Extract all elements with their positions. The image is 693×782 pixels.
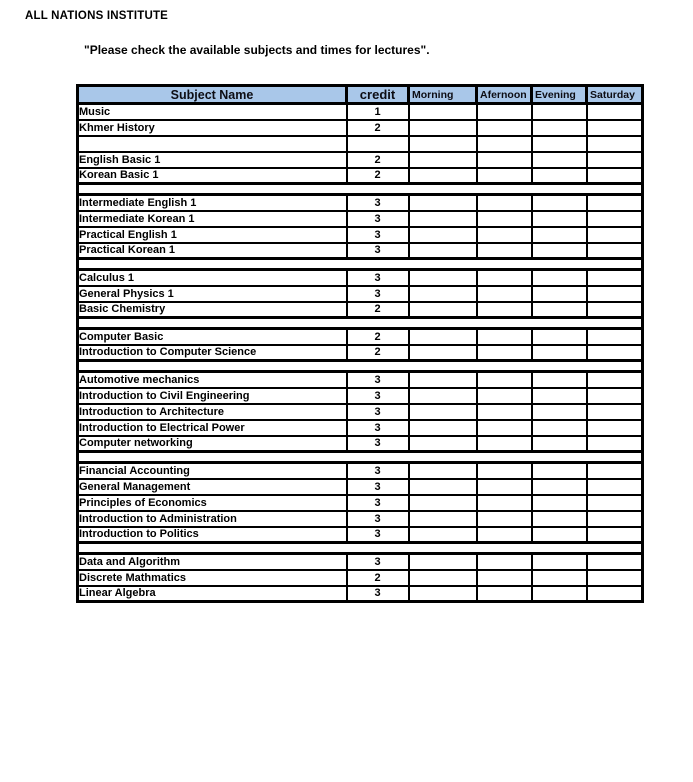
- schedule-cell-saturday[interactable]: [587, 388, 643, 404]
- schedule-cell-afternoon[interactable]: [477, 104, 532, 120]
- subject-name-cell: General Physics 1: [78, 286, 347, 302]
- schedule-cell-afternoon[interactable]: [477, 120, 532, 136]
- schedule-cell-evening[interactable]: [532, 345, 587, 361]
- schedule-cell-saturday[interactable]: [587, 420, 643, 436]
- credit-cell: 3: [347, 211, 409, 227]
- empty-row: [78, 136, 643, 152]
- credit-cell: 3: [347, 404, 409, 420]
- credit-cell: 3: [347, 554, 409, 570]
- schedule-cell-morning[interactable]: [409, 211, 477, 227]
- credit-cell: 3: [347, 420, 409, 436]
- section-spacer-cell: [78, 259, 643, 270]
- column-header-subject-name: Subject Name: [78, 86, 347, 104]
- schedule-cell-saturday[interactable]: [587, 270, 643, 286]
- table-row: [78, 302, 643, 318]
- schedule-cell-morning[interactable]: [409, 168, 477, 184]
- section-spacer-row: [78, 543, 643, 554]
- schedule-cell-evening[interactable]: [532, 495, 587, 511]
- credit-cell: 3: [347, 372, 409, 388]
- credit-cell: [347, 136, 409, 152]
- schedule-cell-morning[interactable]: [409, 404, 477, 420]
- schedule-cell-saturday[interactable]: [587, 152, 643, 168]
- schedule-cell-saturday[interactable]: [587, 329, 643, 345]
- schedule-cell-saturday[interactable]: [587, 243, 643, 259]
- schedule-cell-evening[interactable]: [532, 211, 587, 227]
- schedule-cell-morning[interactable]: [409, 270, 477, 286]
- subject-name-cell: Data and Algorithm: [78, 554, 347, 570]
- schedule-cell-saturday[interactable]: [587, 120, 643, 136]
- schedule-cell-evening[interactable]: [532, 420, 587, 436]
- schedule-cell-evening[interactable]: [532, 243, 587, 259]
- schedule-cell-saturday[interactable]: [587, 554, 643, 570]
- schedule-cell-morning[interactable]: [409, 243, 477, 259]
- schedule-cell-morning[interactable]: [409, 195, 477, 211]
- schedule-cell-evening[interactable]: [532, 120, 587, 136]
- schedule-cell-morning[interactable]: [409, 495, 477, 511]
- column-header-credit: credit: [347, 86, 409, 104]
- schedule-cell-evening[interactable]: [532, 436, 587, 452]
- subject-name-cell: Computer Basic: [78, 329, 347, 345]
- schedule-cell-evening[interactable]: [532, 554, 587, 570]
- schedule-cell-afternoon[interactable]: [477, 270, 532, 286]
- schedule-cell-afternoon[interactable]: [477, 511, 532, 527]
- schedule-cell-saturday[interactable]: [587, 372, 643, 388]
- schedule-cell-afternoon[interactable]: [477, 436, 532, 452]
- column-header-saturday: Saturday: [587, 86, 643, 104]
- subject-name-cell: Computer networking: [78, 436, 347, 452]
- credit-cell: 3: [347, 511, 409, 527]
- subject-name-cell: Introduction to Politics: [78, 527, 347, 543]
- subject-name-cell: Principles of Economics: [78, 495, 347, 511]
- schedule-cell-afternoon[interactable]: [477, 286, 532, 302]
- subject-name-cell: Khmer History: [78, 120, 347, 136]
- schedule-cell-evening[interactable]: [532, 511, 587, 527]
- schedule-cell-evening[interactable]: [532, 479, 587, 495]
- schedule-cell-evening[interactable]: [532, 302, 587, 318]
- credit-cell: 3: [347, 479, 409, 495]
- schedule-cell-saturday[interactable]: [587, 345, 643, 361]
- schedule-cell-morning[interactable]: [409, 463, 477, 479]
- schedule-cell-evening[interactable]: [532, 463, 587, 479]
- schedule-cell-afternoon[interactable]: [477, 302, 532, 318]
- schedule-cell-evening[interactable]: [532, 404, 587, 420]
- section-spacer-cell: [78, 543, 643, 554]
- schedule-cell-morning[interactable]: [409, 586, 477, 602]
- table-row: [78, 329, 643, 345]
- schedule-cell-saturday[interactable]: [587, 227, 643, 243]
- schedule-cell-evening[interactable]: [532, 195, 587, 211]
- schedule-cell-afternoon[interactable]: [477, 152, 532, 168]
- credit-cell: 3: [347, 388, 409, 404]
- schedule-cell-afternoon[interactable]: [477, 388, 532, 404]
- section-spacer-row: [78, 259, 643, 270]
- section-spacer-row: [78, 452, 643, 463]
- schedule-cell-afternoon[interactable]: [477, 227, 532, 243]
- section-spacer-row: [78, 361, 643, 372]
- subject-name-cell: Introduction to Electrical Power: [78, 420, 347, 436]
- subject-name-cell: Basic Chemistry: [78, 302, 347, 318]
- table-row: [78, 404, 643, 420]
- schedule-cell-afternoon[interactable]: [477, 586, 532, 602]
- subject-name-cell: Discrete Mathmatics: [78, 570, 347, 586]
- subject-name-cell: Introduction to Computer Science: [78, 345, 347, 361]
- schedule-cell-afternoon[interactable]: [477, 372, 532, 388]
- schedule-cell-evening[interactable]: [532, 586, 587, 602]
- schedule-cell-morning[interactable]: [409, 329, 477, 345]
- subject-name-cell: Financial Accounting: [78, 463, 347, 479]
- schedule-cell-saturday[interactable]: [587, 136, 643, 152]
- schedule-cell-morning[interactable]: [409, 420, 477, 436]
- schedule-cell-morning[interactable]: [409, 227, 477, 243]
- table-row: [78, 104, 643, 120]
- schedule-cell-saturday[interactable]: [587, 495, 643, 511]
- subjects-schedule-table: [76, 84, 644, 603]
- table-row: [78, 511, 643, 527]
- section-spacer-row: [78, 184, 643, 195]
- subject-name-cell: Introduction to Architecture: [78, 404, 347, 420]
- schedule-cell-saturday[interactable]: [587, 527, 643, 543]
- institute-title: ALL NATIONS INSTITUTE: [25, 10, 169, 22]
- credit-cell: 2: [347, 302, 409, 318]
- credit-cell: 2: [347, 345, 409, 361]
- schedule-cell-afternoon[interactable]: [477, 463, 532, 479]
- schedule-cell-afternoon[interactable]: [477, 211, 532, 227]
- column-header-evening: Evening: [532, 86, 587, 104]
- credit-cell: 3: [347, 270, 409, 286]
- schedule-cell-morning[interactable]: [409, 436, 477, 452]
- schedule-cell-evening[interactable]: [532, 527, 587, 543]
- table-row: [78, 345, 643, 361]
- schedule-cell-saturday[interactable]: [587, 436, 643, 452]
- schedule-cell-evening[interactable]: [532, 168, 587, 184]
- schedule-cell-evening[interactable]: [532, 227, 587, 243]
- subject-name-cell: Practical English 1: [78, 227, 347, 243]
- table-row: [78, 227, 643, 243]
- instruction-text: "Please check the available subjects and times for lectures".: [84, 43, 430, 57]
- schedule-cell-morning[interactable]: [409, 136, 477, 152]
- schedule-cell-afternoon[interactable]: [477, 136, 532, 152]
- subject-name-cell: Practical Korean 1: [78, 243, 347, 259]
- column-header-afternoon: Afernoon: [477, 86, 532, 104]
- credit-cell: 3: [347, 436, 409, 452]
- table-row: [78, 211, 643, 227]
- schedule-cell-evening[interactable]: [532, 286, 587, 302]
- schedule-cell-afternoon[interactable]: [477, 527, 532, 543]
- subject-name-cell: Introduction to Civil Engineering: [78, 388, 347, 404]
- credit-cell: 3: [347, 586, 409, 602]
- schedule-cell-morning[interactable]: [409, 152, 477, 168]
- schedule-cell-saturday[interactable]: [587, 570, 643, 586]
- table-row: [78, 570, 643, 586]
- table-row: [78, 463, 643, 479]
- schedule-cell-afternoon[interactable]: [477, 554, 532, 570]
- schedule-cell-saturday[interactable]: [587, 479, 643, 495]
- schedule-cell-afternoon[interactable]: [477, 404, 532, 420]
- credit-cell: 3: [347, 195, 409, 211]
- column-header-morning: Morning: [409, 86, 477, 104]
- credit-cell: 2: [347, 120, 409, 136]
- credit-cell: 1: [347, 104, 409, 120]
- schedule-cell-saturday[interactable]: [587, 286, 643, 302]
- schedule-cell-morning[interactable]: [409, 104, 477, 120]
- table-row: [78, 388, 643, 404]
- schedule-cell-evening[interactable]: [532, 270, 587, 286]
- credit-cell: 2: [347, 329, 409, 345]
- schedule-cell-morning[interactable]: [409, 302, 477, 318]
- schedule-cell-afternoon[interactable]: [477, 195, 532, 211]
- schedule-cell-morning[interactable]: [409, 570, 477, 586]
- subject-name-cell: English Basic 1: [78, 152, 347, 168]
- credit-cell: 3: [347, 286, 409, 302]
- schedule-cell-evening[interactable]: [532, 104, 587, 120]
- table-row: [78, 372, 643, 388]
- header-row: [78, 86, 643, 104]
- schedule-cell-morning[interactable]: [409, 388, 477, 404]
- subject-name-cell: Intermediate Korean 1: [78, 211, 347, 227]
- credit-cell: 2: [347, 152, 409, 168]
- subject-name-cell: Introduction to Administration: [78, 511, 347, 527]
- schedule-cell-afternoon[interactable]: [477, 495, 532, 511]
- table-row: [78, 586, 643, 602]
- section-spacer-row: [78, 318, 643, 329]
- schedule-cell-morning[interactable]: [409, 286, 477, 302]
- schedule-cell-afternoon[interactable]: [477, 479, 532, 495]
- credit-cell: 3: [347, 527, 409, 543]
- schedule-cell-saturday[interactable]: [587, 195, 643, 211]
- schedule-cell-saturday[interactable]: [587, 586, 643, 602]
- schedule-cell-saturday[interactable]: [587, 463, 643, 479]
- schedule-cell-morning[interactable]: [409, 511, 477, 527]
- subject-name-cell: [78, 136, 347, 152]
- schedule-cell-morning[interactable]: [409, 554, 477, 570]
- subject-name-cell: Intermediate English 1: [78, 195, 347, 211]
- schedule-cell-evening[interactable]: [532, 372, 587, 388]
- credit-cell: 3: [347, 495, 409, 511]
- table-row: [78, 436, 643, 452]
- credit-cell: 3: [347, 227, 409, 243]
- schedule-cell-afternoon[interactable]: [477, 329, 532, 345]
- schedule-cell-evening[interactable]: [532, 152, 587, 168]
- schedule-cell-evening[interactable]: [532, 570, 587, 586]
- schedule-cell-evening[interactable]: [532, 329, 587, 345]
- schedule-cell-afternoon[interactable]: [477, 168, 532, 184]
- schedule-cell-morning[interactable]: [409, 345, 477, 361]
- section-spacer-cell: [78, 318, 643, 329]
- schedule-cell-morning[interactable]: [409, 527, 477, 543]
- credit-cell: 3: [347, 243, 409, 259]
- credit-cell: 3: [347, 463, 409, 479]
- section-spacer-cell: [78, 361, 643, 372]
- section-spacer-cell: [78, 452, 643, 463]
- schedule-cell-saturday[interactable]: [587, 168, 643, 184]
- table-row: [78, 195, 643, 211]
- table-row: [78, 479, 643, 495]
- table-row: [78, 420, 643, 436]
- schedule-cell-saturday[interactable]: [587, 302, 643, 318]
- schedule-cell-evening[interactable]: [532, 136, 587, 152]
- schedule-cell-afternoon[interactable]: [477, 420, 532, 436]
- section-spacer-cell: [78, 184, 643, 195]
- schedule-cell-morning[interactable]: [409, 372, 477, 388]
- table-row: [78, 286, 643, 302]
- subject-name-cell: Korean Basic 1: [78, 168, 347, 184]
- schedule-cell-saturday[interactable]: [587, 104, 643, 120]
- table-row: [78, 495, 643, 511]
- table-row: [78, 168, 643, 184]
- subject-name-cell: Music: [78, 104, 347, 120]
- table-row: [78, 120, 643, 136]
- table-row: [78, 527, 643, 543]
- subject-name-cell: Automotive mechanics: [78, 372, 347, 388]
- subject-name-cell: General Management: [78, 479, 347, 495]
- table-row: [78, 152, 643, 168]
- table-row: [78, 270, 643, 286]
- schedule-cell-morning[interactable]: [409, 120, 477, 136]
- schedule-cell-saturday[interactable]: [587, 211, 643, 227]
- credit-cell: 2: [347, 168, 409, 184]
- subject-name-cell: Calculus 1: [78, 270, 347, 286]
- schedule-cell-morning[interactable]: [409, 479, 477, 495]
- schedule-cell-afternoon[interactable]: [477, 243, 532, 259]
- schedule-cell-saturday[interactable]: [587, 404, 643, 420]
- subject-name-cell: Linear Algebra: [78, 586, 347, 602]
- schedule-cell-afternoon[interactable]: [477, 570, 532, 586]
- table-row: [78, 243, 643, 259]
- schedule-cell-saturday[interactable]: [587, 511, 643, 527]
- schedule-cell-afternoon[interactable]: [477, 345, 532, 361]
- schedule-cell-evening[interactable]: [532, 388, 587, 404]
- table-row: [78, 554, 643, 570]
- credit-cell: 2: [347, 570, 409, 586]
